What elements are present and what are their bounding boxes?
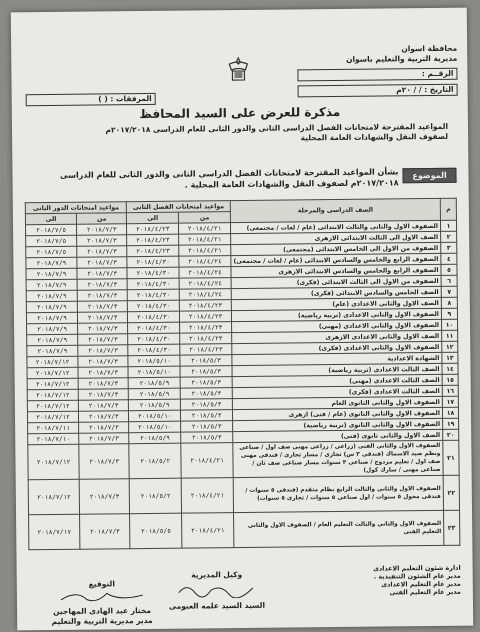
table-row xyxy=(29,510,460,550)
term2-to-date: ٢٠١٨/٤/٣٠ xyxy=(128,333,180,345)
note-line-1: ادارة شئون التعليم الاعدادى xyxy=(373,563,461,573)
row-stage: الصف الاول الى الثالث الابتدائى الازهرى xyxy=(231,231,441,244)
memo-page xyxy=(11,8,473,631)
table-row xyxy=(28,440,459,480)
term2-from-date: ٢٠١٨/٤/٢٣ xyxy=(180,311,232,323)
round2-from-date: ٢٠١٨/٧/٣ xyxy=(79,422,129,434)
round2-to-date: ٢٠١٨/٧/١٧ xyxy=(29,514,81,550)
round2-from-date: ٢٠١٨/٧/٣ xyxy=(78,378,128,390)
row-number: ٨ xyxy=(441,297,457,308)
row-stage: الصفوف الاول والثانى الاعدادى (مهنى) xyxy=(232,319,442,332)
row-stage: الصفوف الاول والثانى الاعدادى (فكرى) xyxy=(232,341,442,354)
row-stage: الصفوف الاول والثانى الاعدادى (تربية رياضية) xyxy=(231,308,441,321)
round2-from-date: ٢٠١٨/٧/٣ xyxy=(77,290,127,302)
row-stage: الصفوف الرابع والخامس والسادس الابتدائى (عام / لغات / مجتمعى) xyxy=(231,253,441,266)
round2-from-date: ٢٠١٨/٧/٣ xyxy=(77,246,127,258)
row-stage: الصفوف الرابع والخامس والسادس الابتدائى الازهرى xyxy=(231,264,441,277)
term2-from-date: ٢٠١٨/٥/٣ xyxy=(180,366,232,378)
round2-to-date: ٢٠١٨/٧/٩ xyxy=(27,345,78,357)
term2-to-date: ٢٠١٨/٥/٥ xyxy=(130,513,182,549)
col-stage-header: الصف الدراسى والمرحلة xyxy=(230,198,440,222)
round2-from-date: ٢٠١٨/٧/٣ xyxy=(79,479,130,515)
round2-from-date: ٢٠١٨/٧/٣ xyxy=(77,279,127,291)
row-stage: الصف الخامس والسادس الابتدائى (فكرى) xyxy=(231,286,441,299)
term2-from-date: ٢٠١٨/٤/٢١ xyxy=(181,478,233,514)
row-number: ١١ xyxy=(442,330,458,341)
round2-from-date: ٢٠١٨/٧/٣ xyxy=(77,268,127,280)
term2-to-date: ٢٠١٨/٤/٣٠ xyxy=(127,256,179,268)
term2-from-date: ٢٠١٨/٤/٢٣ xyxy=(180,300,232,312)
row-stage: الصفوف الاول والثانى الثانوى (تربية رياضية) xyxy=(233,418,443,431)
term2-from-date: ٢٠١٨/٤/٢١ xyxy=(182,513,234,549)
round2-to-date: ٢٠١٨/٧/٥ xyxy=(26,235,77,247)
row-number: ١٥ xyxy=(442,374,458,385)
subject-label: الموضوع xyxy=(402,168,456,184)
term2-to-date: ٢٠١٨/٤/٣٠ xyxy=(127,278,179,290)
term2-to-date: ٢٠١٨/٥/٩ xyxy=(129,399,181,411)
deputy-signature-block xyxy=(167,570,267,612)
term2-to-date: ٢٠١٨/٤/٢٣ xyxy=(127,245,179,257)
round2-to-date: ٢٠١٨/٧/١٢ xyxy=(27,356,78,368)
term2-to-date: ٢٠١٨/٤/٣٠ xyxy=(128,300,180,312)
term2-to-date: ٢٠١٨/٤/٣٠ xyxy=(128,289,180,301)
term2-from-date: ٢٠١٨/٤/٢٤ xyxy=(179,289,231,301)
term2-to-date: ٢٠١٨/٥/٩ xyxy=(129,388,181,400)
term2-to-date: ٢٠١٨/٥/١٠ xyxy=(129,421,181,433)
letterhead xyxy=(287,44,457,66)
round2-to-date: ٢٠١٨/٧/٩ xyxy=(26,301,77,313)
row-stage: الشهادة الاعدادية xyxy=(232,352,442,365)
round2-to-date: ٢٠١٨/٧/٩ xyxy=(26,268,77,280)
round2-to-date: ٢٠١٨/٧/١٢ xyxy=(27,367,78,379)
term2-to-date: ٢٠١٨/٥/١٠ xyxy=(129,410,181,422)
term2-to-date: ٢٠١٨/٥/٢ xyxy=(130,478,182,514)
term2-from-date: ٢٠١٨/٥/٣ xyxy=(181,410,233,422)
round2-from-date: ٢٠١٨/٧/٣ xyxy=(77,301,127,313)
round2-from-date: ٢٠١٨/٧/٣ xyxy=(78,356,128,368)
term2-from-date: ٢٠١٨/٥/٣ xyxy=(181,432,233,444)
row-number: ٢٠ xyxy=(443,429,459,440)
round2-from-date: ٢٠١٨/٧/٣ xyxy=(78,323,128,335)
row-number: ١٣ xyxy=(442,352,458,363)
round2-to-date: ٢٠١٨/٧/٩ xyxy=(26,257,77,269)
row-number: ٩ xyxy=(441,308,457,319)
round2-to-date: ٢٠١٨/٧/١٢ xyxy=(28,444,80,480)
round2-from-date: ٢٠١٨/٧/٣ xyxy=(77,235,127,247)
row-stage: الصفوف الاول والثانى الثانوى العام xyxy=(232,396,442,409)
term2-to-date: ٢٠١٨/٥/٩ xyxy=(128,377,180,389)
row-stage: الصف الاول والثانى الاعدادى الازهرى xyxy=(232,330,442,343)
memo-title: مذكرة للعرض على السيد المحافظ xyxy=(139,104,341,122)
schedule-body xyxy=(26,220,460,549)
term2-from-date: ٢٠١٨/٥/٣ xyxy=(181,399,233,411)
row-number: ١٤ xyxy=(442,363,458,374)
round2-to-date: ٢٠١٨/٧/٩ xyxy=(27,334,78,346)
term2-to-header: الى xyxy=(127,212,179,224)
row-stage: الصفوف الاول والثانى والثالث الرابع نظام متقدم (فندقى ٥ سنوات / فندقى محول ٥ سنوات / اول صناعى ٥ سنوات / تجارى ٥ سنوات) xyxy=(233,475,443,512)
term2-from-date: ٢٠١٨/٤/٢١ xyxy=(179,234,231,246)
row-stage: الصف الاول والثانى ثانوى (فنى) xyxy=(233,429,443,442)
round2-to-date: ٢٠١٨/٧/٥ xyxy=(26,224,77,236)
row-stage: الصف الاول والثانى الاعدادى (عام) xyxy=(231,297,441,310)
date-field: التاريخ : / / ٢٠م xyxy=(298,84,458,98)
round2-to-date: ٢٠١٨/٧/٩ xyxy=(26,312,77,324)
round2-from-header: من xyxy=(77,213,127,225)
term2-group-header: مواعيد امتحانات الفصل الثانى xyxy=(127,201,231,213)
round2-to-date: ٢٠١٨/٧/١٠ xyxy=(28,433,79,445)
round2-to-date: ٢٠١٨/٧/١١ xyxy=(28,422,79,434)
director-name: مختار عبد الهادى المهاجين xyxy=(53,605,152,616)
term2-from-date: ٢٠١٨/٤/٢٣ xyxy=(180,322,232,334)
directorate-line: مديرية التربية والتعليم باسوان xyxy=(346,53,458,64)
term2-from-date: ٢٠١٨/٤/٢٣ xyxy=(180,344,232,356)
round2-from-date: ٢٠١٨/٧/٣ xyxy=(78,312,128,324)
round2-from-date: ٢٠١٨/٧/٣ xyxy=(77,257,127,269)
row-stage: الصف الثالث الاعدادى (تربية رياضية) xyxy=(232,363,442,376)
row-number: ٧ xyxy=(441,286,457,297)
row-number: ١٩ xyxy=(442,418,458,429)
row-number: ١٢ xyxy=(442,341,458,352)
term2-to-date: ٢٠١٨/٤/٣٠ xyxy=(128,311,180,323)
round2-to-date: ٢٠١٨/٧/١٢ xyxy=(27,378,78,390)
eagle-emblem-icon xyxy=(225,56,251,84)
row-stage: الصفوف الاول والثانى والثالث التعليم العام / الصفوف الاول والثانى التعليم الفنى xyxy=(234,510,444,547)
note-line-3: مدير عام التعليم الاعدادى xyxy=(381,579,461,589)
term2-to-date: ٢٠١٨/٤/٣٠ xyxy=(128,344,180,356)
term2-to-date: ٢٠١٨/٤/٢٣ xyxy=(127,234,179,246)
term2-from-date: ٢٠١٨/٤/٢٤ xyxy=(179,256,231,268)
round2-to-date: ٢٠١٨/٧/٩ xyxy=(26,290,77,302)
row-number: ١٠ xyxy=(441,319,457,330)
deputy-signature-icon xyxy=(177,580,257,599)
round2-from-date: ٢٠١٨/٧/٣ xyxy=(78,334,128,346)
row-number: ١٨ xyxy=(442,407,458,418)
term2-to-date: ٢٠١٨/٤/٢٣ xyxy=(127,223,179,235)
row-stage: الصفوف من الاول الى الثالث الابتدائى (فكرى) xyxy=(231,275,441,288)
term2-from-date: ٢٠١٨/٥/٣ xyxy=(180,377,232,389)
distribution-notes xyxy=(291,564,461,598)
round2-to-date: ٢٠١٨/٧/٩ xyxy=(26,279,77,291)
round2-to-header: الى xyxy=(25,213,76,225)
term2-to-date: ٢٠١٨/٤/٣٠ xyxy=(127,267,179,279)
director-signature-icon xyxy=(57,589,147,604)
round2-from-date: ٢٠١٨/٧/٣ xyxy=(79,433,129,445)
round2-from-date: ٢٠١٨/٧/٣ xyxy=(78,345,128,357)
row-stage: الصفوف الاول والثانى الفنى (زراعى / زراعى مهنى صف اول / صناعى ونظم صيد الاسماك (فندقى ٣ س) تجارى / مسار تجارى / فندقى مهنى صف اول / تعليم مزدوج / صناعى ٣ سنوات مسار صناعى صف ثان / صناعى مهنى / سارك كول) xyxy=(233,440,443,477)
director-title: مدير مديرية التربية والتعليم xyxy=(51,615,153,627)
round2-from-date: ٢٠١٨/٧/٣ xyxy=(79,411,129,423)
round2-from-date: ٢٠١٨/٧/٣ xyxy=(80,514,131,550)
director-signature-block xyxy=(37,579,167,627)
round2-to-date: ٢٠١٨/٧/١٢ xyxy=(28,479,80,515)
term2-from-date: ٢٠١٨/٥/٣ xyxy=(181,421,233,433)
term2-to-date: ٢٠١٨/٥/١٠ xyxy=(128,355,180,367)
row-number: ٢٢ xyxy=(443,475,459,510)
table-row xyxy=(28,475,459,515)
sign-label: التوقيع xyxy=(88,579,115,589)
deputy-name: السيد السيد علمه العبومى xyxy=(168,600,266,611)
term2-from-date: ٢٠١٨/٤/٢٣ xyxy=(180,333,232,345)
term2-from-date: ٢٠١٨/٤/٢١ xyxy=(179,245,231,257)
term2-from-date: ٢٠١٨/٤/٢٤ xyxy=(179,278,231,290)
term2-to-date: ٢٠١٨/٤/٣٠ xyxy=(128,322,180,334)
subtitle-line-2: لصفوف النقل والشهادات العامة المحلية xyxy=(300,131,449,143)
row-number: ٢١ xyxy=(443,440,459,475)
term2-from-date: ٢٠١٨/٥/٣ xyxy=(180,355,232,367)
subject-line-1: بشأن المواعيد المقترحة لامتحانات الفصل الدراسى الثانى والدور الثانى للعام الدراسى xyxy=(59,167,399,180)
note-line-4: مدير عام التعليم الفنى xyxy=(389,587,461,597)
row-stage: الصف الثالث الاعدادى (فكرى) xyxy=(232,385,442,398)
round2-to-date: ٢٠١٨/٧/١٢ xyxy=(27,411,78,423)
note-line-2: مدير عام الشئون التنفيذية . xyxy=(373,571,461,581)
schedule-table xyxy=(25,198,461,551)
round2-to-date: ٢٠١٨/٧/١٢ xyxy=(27,400,78,412)
row-number: ١٧ xyxy=(442,396,458,407)
row-number: ٥ xyxy=(441,264,457,275)
attachments-field: المرفقات : ( ) xyxy=(26,93,156,106)
term2-from-date: ٢٠١٨/٤/٢١ xyxy=(181,443,233,479)
term2-from-header: من xyxy=(179,212,231,224)
row-number: ١ xyxy=(440,220,456,231)
round2-from-date: ٢٠١٨/٧/٣ xyxy=(79,444,130,480)
round2-group-header: مواعيد امتحانات الدور الثانى xyxy=(25,202,127,214)
round2-from-date: ٢٠١٨/٧/٣ xyxy=(78,400,128,412)
round2-from-date: ٢٠١٨/٧/٣ xyxy=(78,389,128,401)
subject-line-2: ٢٠١٧/٢٠١٨م لصفوف النقل والشهادات العامة المحلية . xyxy=(184,178,399,190)
term2-from-date: ٢٠١٨/٤/٢١ xyxy=(179,223,231,235)
deputy-title: وكيل المديرية xyxy=(191,570,243,580)
round2-from-date: ٢٠١٨/٧/٣ xyxy=(77,224,127,236)
row-number: ٢ xyxy=(441,231,457,242)
row-stage: الصفوف الاول والثانى الثانوى (عام / فنى) ازهرى xyxy=(232,407,442,420)
term2-to-date: ٢٠١٨/٥/١٠ xyxy=(128,366,180,378)
round2-to-date: ٢٠١٨/٧/١٢ xyxy=(27,389,78,401)
subject-text xyxy=(38,166,398,192)
term2-to-date: ٢٠١٨/٥/٢ xyxy=(129,443,181,479)
row-stage: الصفوف الاول والثانى والثالث الابتدائى (عام / لغات / مجتمعى) xyxy=(231,220,441,233)
term2-from-date: ٢٠١٨/٤/٢٤ xyxy=(179,267,231,279)
term2-to-date: ٢٠١٨/٥/٩ xyxy=(129,432,181,444)
memo-subtitle xyxy=(48,122,448,146)
round2-to-date: ٢٠١٨/٧/٩ xyxy=(27,323,78,335)
row-number: ٢٣ xyxy=(443,510,459,545)
subtitle-line-1: المواعيد المقترحة لامتحانات الفصل الدراسى الثانى والدور الثانى للعام الدراسى ٢٠١٧/٢٠١٨م xyxy=(105,121,449,135)
round2-to-date: ٢٠١٨/٧/٥ xyxy=(26,246,77,258)
number-field: الرقــم : xyxy=(297,68,457,82)
term2-from-date: ٢٠١٨/٥/٣ xyxy=(180,388,232,400)
row-stage: الصفوف من الاول الى الخامس الابتدائى (مجتمعى) xyxy=(231,242,441,255)
row-number: ٦ xyxy=(441,275,457,286)
row-number: ٤ xyxy=(441,253,457,264)
round2-from-date: ٢٠١٨/٧/٣ xyxy=(78,367,128,379)
row-number: ١٦ xyxy=(442,385,458,396)
row-number: ٣ xyxy=(441,242,457,253)
col-num-header: م xyxy=(440,198,456,220)
governorate-line: محافظة اسوان xyxy=(401,43,458,54)
row-stage: الصف الثالث الاعدادى (مهنى) xyxy=(232,374,442,387)
